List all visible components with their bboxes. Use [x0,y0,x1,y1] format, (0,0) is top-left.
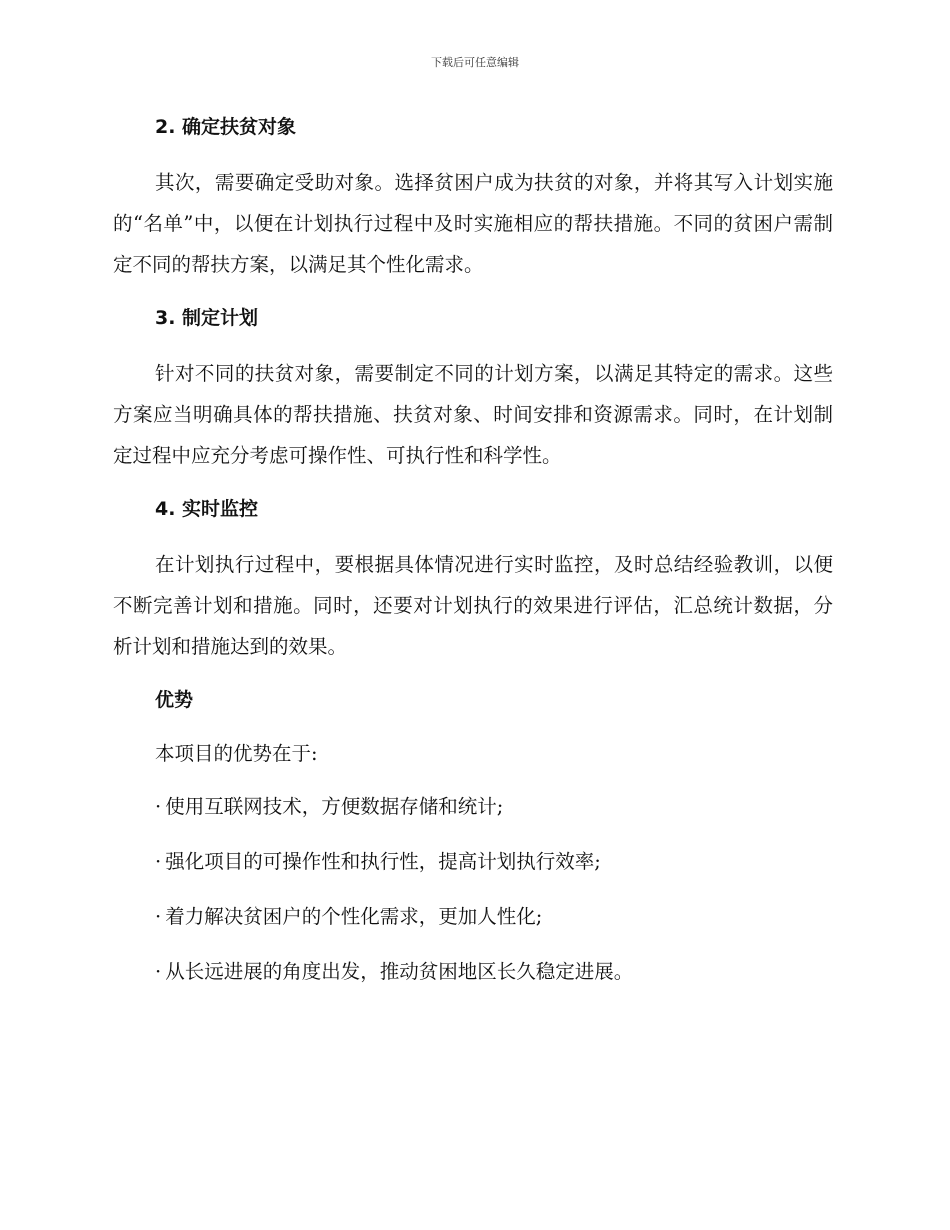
section-paragraph: 在计划执行过程中，要根据具体情况进行实时监控，及时总结经验教训，以便不断完善计划和措施。同时，还要对计划执行的效果进行评估，汇总统计数据，分析计划和措施达到的效果。 [113,553,833,658]
section-heading: 4. 实时监控 [155,498,259,520]
advantage-item [155,841,833,882]
advantage-item [155,896,833,937]
advantages-intro: 本项目的优势在于: [155,742,318,765]
section-heading: 3. 制定计划 [155,307,259,329]
section-paragraph: 其次，需要确定受助对象。选择贫困户成为扶贫的对象，并将其写入计划实施的“名单”中，以便在计划执行过程中及时实施相应的帮扶措施。不同的贫困户需制定不同的帮扶方案，以满足其个性化需求。 [113,171,833,276]
advantages-heading: 优势 [155,689,194,711]
section-determine-targets [113,110,833,285]
bullet-dot: · [155,795,162,818]
section-realtime-monitoring [113,492,833,667]
advantage-item [155,786,833,827]
bullet-dot: · [155,905,162,928]
advantage-text: 着力解决贫困户的个性化需求，更加人性化; [165,905,543,928]
advantage-item [155,951,833,992]
page-header: 下载后可任意编辑 [431,56,519,69]
advantage-text: 强化项目的可操作性和执行性，提高计划执行效率; [165,850,601,873]
section-paragraph: 针对不同的扶贫对象，需要制定不同的计划方案，以满足其特定的需求。这些方案应当明确具体的帮扶措施、扶贫对象、时间安排和资源需求。同时，在计划制定过程中应充分考虑可操作性、可执行性和科学性。 [113,362,833,467]
advantage-text: 从长远进展的角度出发，推动贫困地区长久稳定进展。 [165,960,634,983]
section-heading: 2. 确定扶贫对象 [155,116,297,138]
section-advantages [113,683,833,992]
section-make-plan [113,301,833,476]
advantage-text: 使用互联网技术，方便数据存储和统计; [165,795,504,818]
bullet-dot: · [155,850,162,873]
document-body [113,110,833,1006]
bullet-dot: · [155,960,162,983]
